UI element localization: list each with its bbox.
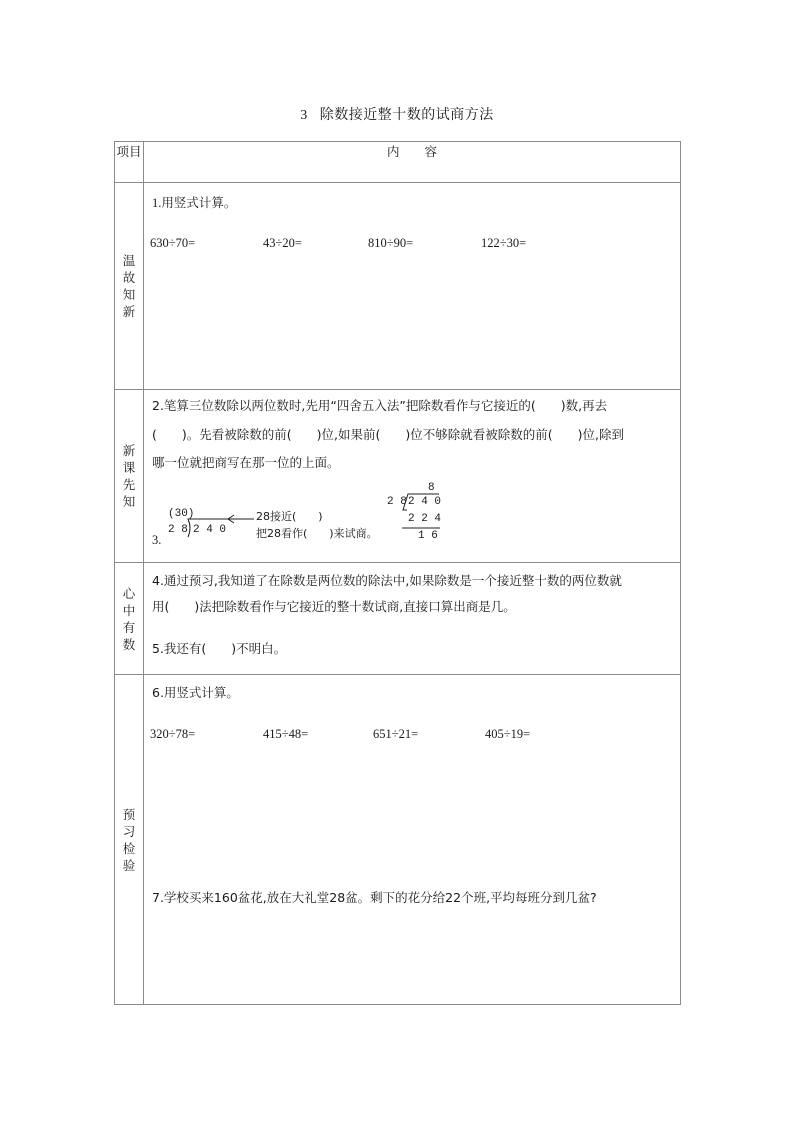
product: 2 2 4 xyxy=(408,513,442,525)
row-label: 温故知新 xyxy=(122,253,136,319)
content-cell xyxy=(144,390,681,563)
row-summary xyxy=(115,563,681,675)
quotient: 8 xyxy=(428,482,435,494)
expression: 810÷90= xyxy=(368,236,414,250)
note-approx: 28接近( ) xyxy=(256,510,323,523)
note-trial: 把28看作( )来试商。 xyxy=(256,527,378,540)
expression: 630÷70= xyxy=(150,236,196,250)
worksheet-table xyxy=(114,141,681,1005)
expression: 415÷48= xyxy=(263,727,309,741)
question-2-line1: 2.笔算三位数除以两位数时,先用“四舍五入法”把除数看作与它接近的( )数,再去 xyxy=(152,398,608,413)
divisor-2: 2 8 xyxy=(387,496,407,508)
question-2-line2: ( )。先看被除数的前( )位,如果前( )位不够除就看被除数的前( )位,除到 xyxy=(152,427,624,442)
content-cell xyxy=(144,675,681,1005)
question-6: 6.用竖式计算。 xyxy=(152,685,239,700)
divisor: 2 8 xyxy=(168,524,188,536)
dividend: 2 4 0 xyxy=(193,524,227,536)
row-review xyxy=(115,183,681,390)
row-preview xyxy=(115,390,681,563)
question-3-number: 3. xyxy=(152,533,162,547)
question-4-line1: 4.通过预习,我知道了在除数是两位数的除法中,如果除数是一个接近整十数的两位数就 xyxy=(152,573,622,588)
header-content: 内 容 xyxy=(144,142,681,183)
expression: 651÷21= xyxy=(373,727,419,741)
row-check xyxy=(115,675,681,1005)
arrow-left-icon xyxy=(226,514,256,524)
question-1: 1.用竖式计算。 xyxy=(152,195,237,210)
expression: 43÷20= xyxy=(263,236,302,250)
remainder: 1 6 xyxy=(418,530,438,542)
content-cell xyxy=(144,563,681,675)
content-cell xyxy=(144,183,681,390)
row-label: 心中有数 xyxy=(122,585,136,652)
approx-label: (30) xyxy=(168,508,195,520)
header-row xyxy=(115,142,681,183)
expression: 122÷30= xyxy=(481,236,527,250)
header-item: 项目 xyxy=(115,142,144,183)
title-text: 除数接近整十数的试商方法 xyxy=(319,107,494,123)
row-label: 预习检验 xyxy=(122,806,136,873)
page-title xyxy=(0,104,794,124)
dividend-2: 2 4 0 xyxy=(408,496,442,508)
row-label: 新课先知 xyxy=(122,443,136,509)
expression: 405÷19= xyxy=(485,727,531,741)
question-7: 7.学校买来160盆花,放在大礼堂28盆。剩下的花分给22个班,平均每班分到几盆? xyxy=(152,890,597,905)
question-5: 5.我还有( )不明白。 xyxy=(152,641,287,656)
expression: 320÷78= xyxy=(150,727,196,741)
question-2-line3: 哪一位就把商写在那一位的上面。 xyxy=(152,455,340,470)
question-4-line2: 用( )法把除数看作与它接近的整十数试商,直接口算出商是几。 xyxy=(152,599,516,614)
title-number: 3 xyxy=(300,108,308,123)
